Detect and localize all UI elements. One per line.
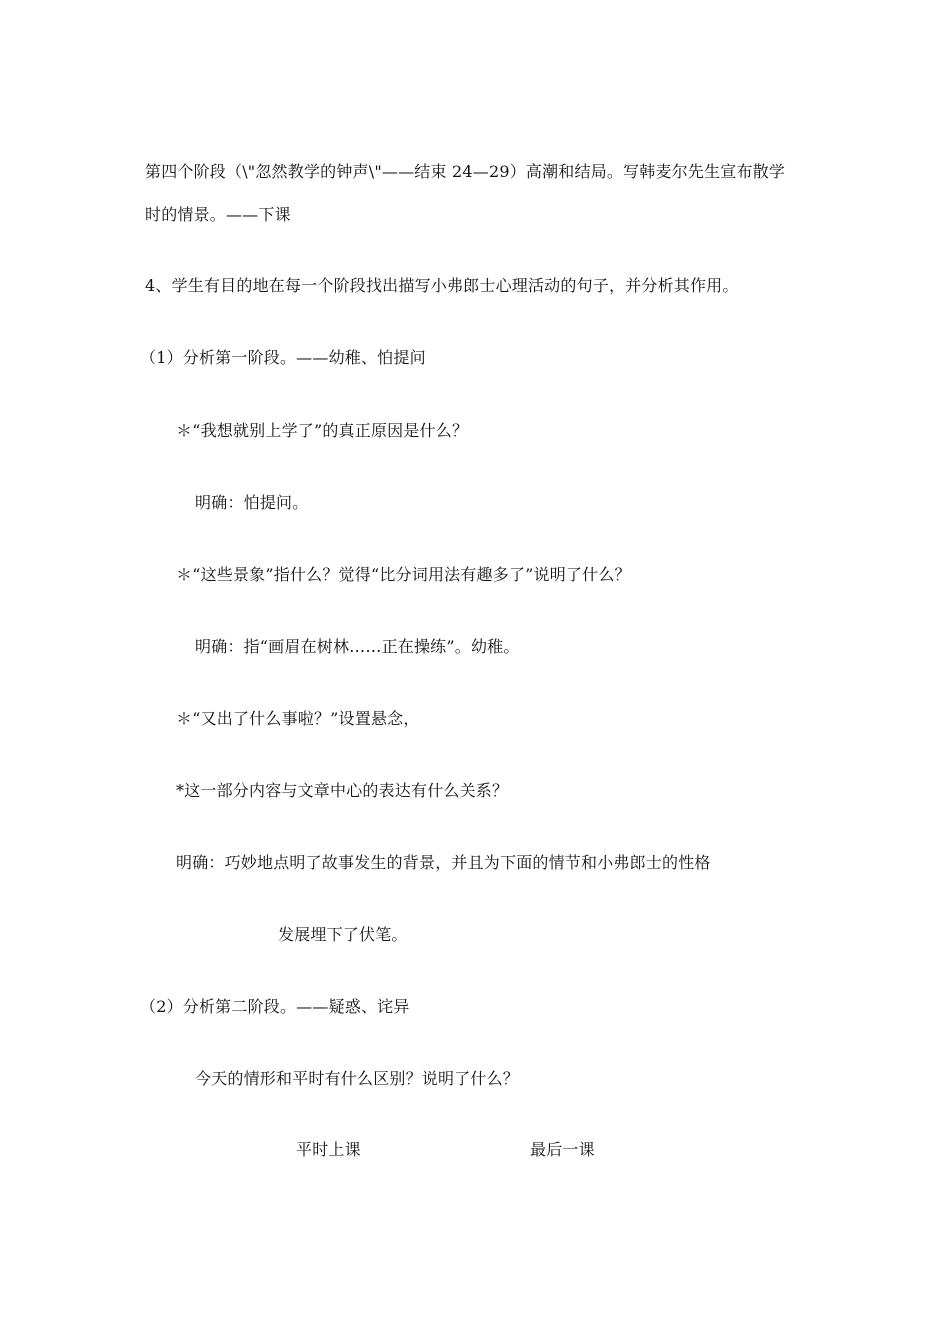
question-relation-to-theme: *这一部分内容与文章中心的表达有什么关系？ [176, 781, 509, 800]
column-heading-usual-class: 平时上课 [296, 1140, 361, 1159]
answer-fear-questions: 明确：怕提问。 [195, 493, 309, 512]
section-heading-stage-two: （2）分析第二阶段。——疑惑、诧异 [140, 997, 410, 1016]
question-today-vs-usual: 今天的情形和平时有什么区别？说明了什么？ [195, 1069, 520, 1088]
answer-background: 明确：巧妙地点明了故事发生的背景，并且为下面的情节和小弗郎士的性格 [176, 853, 711, 872]
question-why-not-school: ＊“我想就别上学了”的真正原因是什么？ [176, 421, 469, 440]
paragraph-stage-four: 第四个阶段（\"忽然教学的钟声\"——结束 24—29）高潮和结局。写韩麦尔先生宣布散学 [145, 162, 786, 181]
section-heading-stage-one: （1）分析第一阶段。——幼稚、怕提问 [140, 348, 426, 367]
paragraph-stage-four-continued: 时的情景。——下课 [145, 205, 291, 224]
question-what-happened: ＊“又出了什么事啦？”设置悬念， [176, 709, 420, 728]
instruction-item-4: 4、学生有目的地在每一个阶段找出描写小弗郎士心理活动的句子，并分析其作用。 [145, 276, 739, 295]
column-heading-last-lesson: 最后一课 [530, 1140, 595, 1159]
answer-thrush-scene: 明确：指“画眉在树林……正在操练”。幼稚。 [195, 637, 520, 656]
answer-background-continued: 发展埋下了伏笔。 [278, 925, 408, 944]
question-these-scenes: ＊“这些景象”指什么？觉得“比分词用法有趣多了”说明了什么？ [176, 565, 631, 584]
